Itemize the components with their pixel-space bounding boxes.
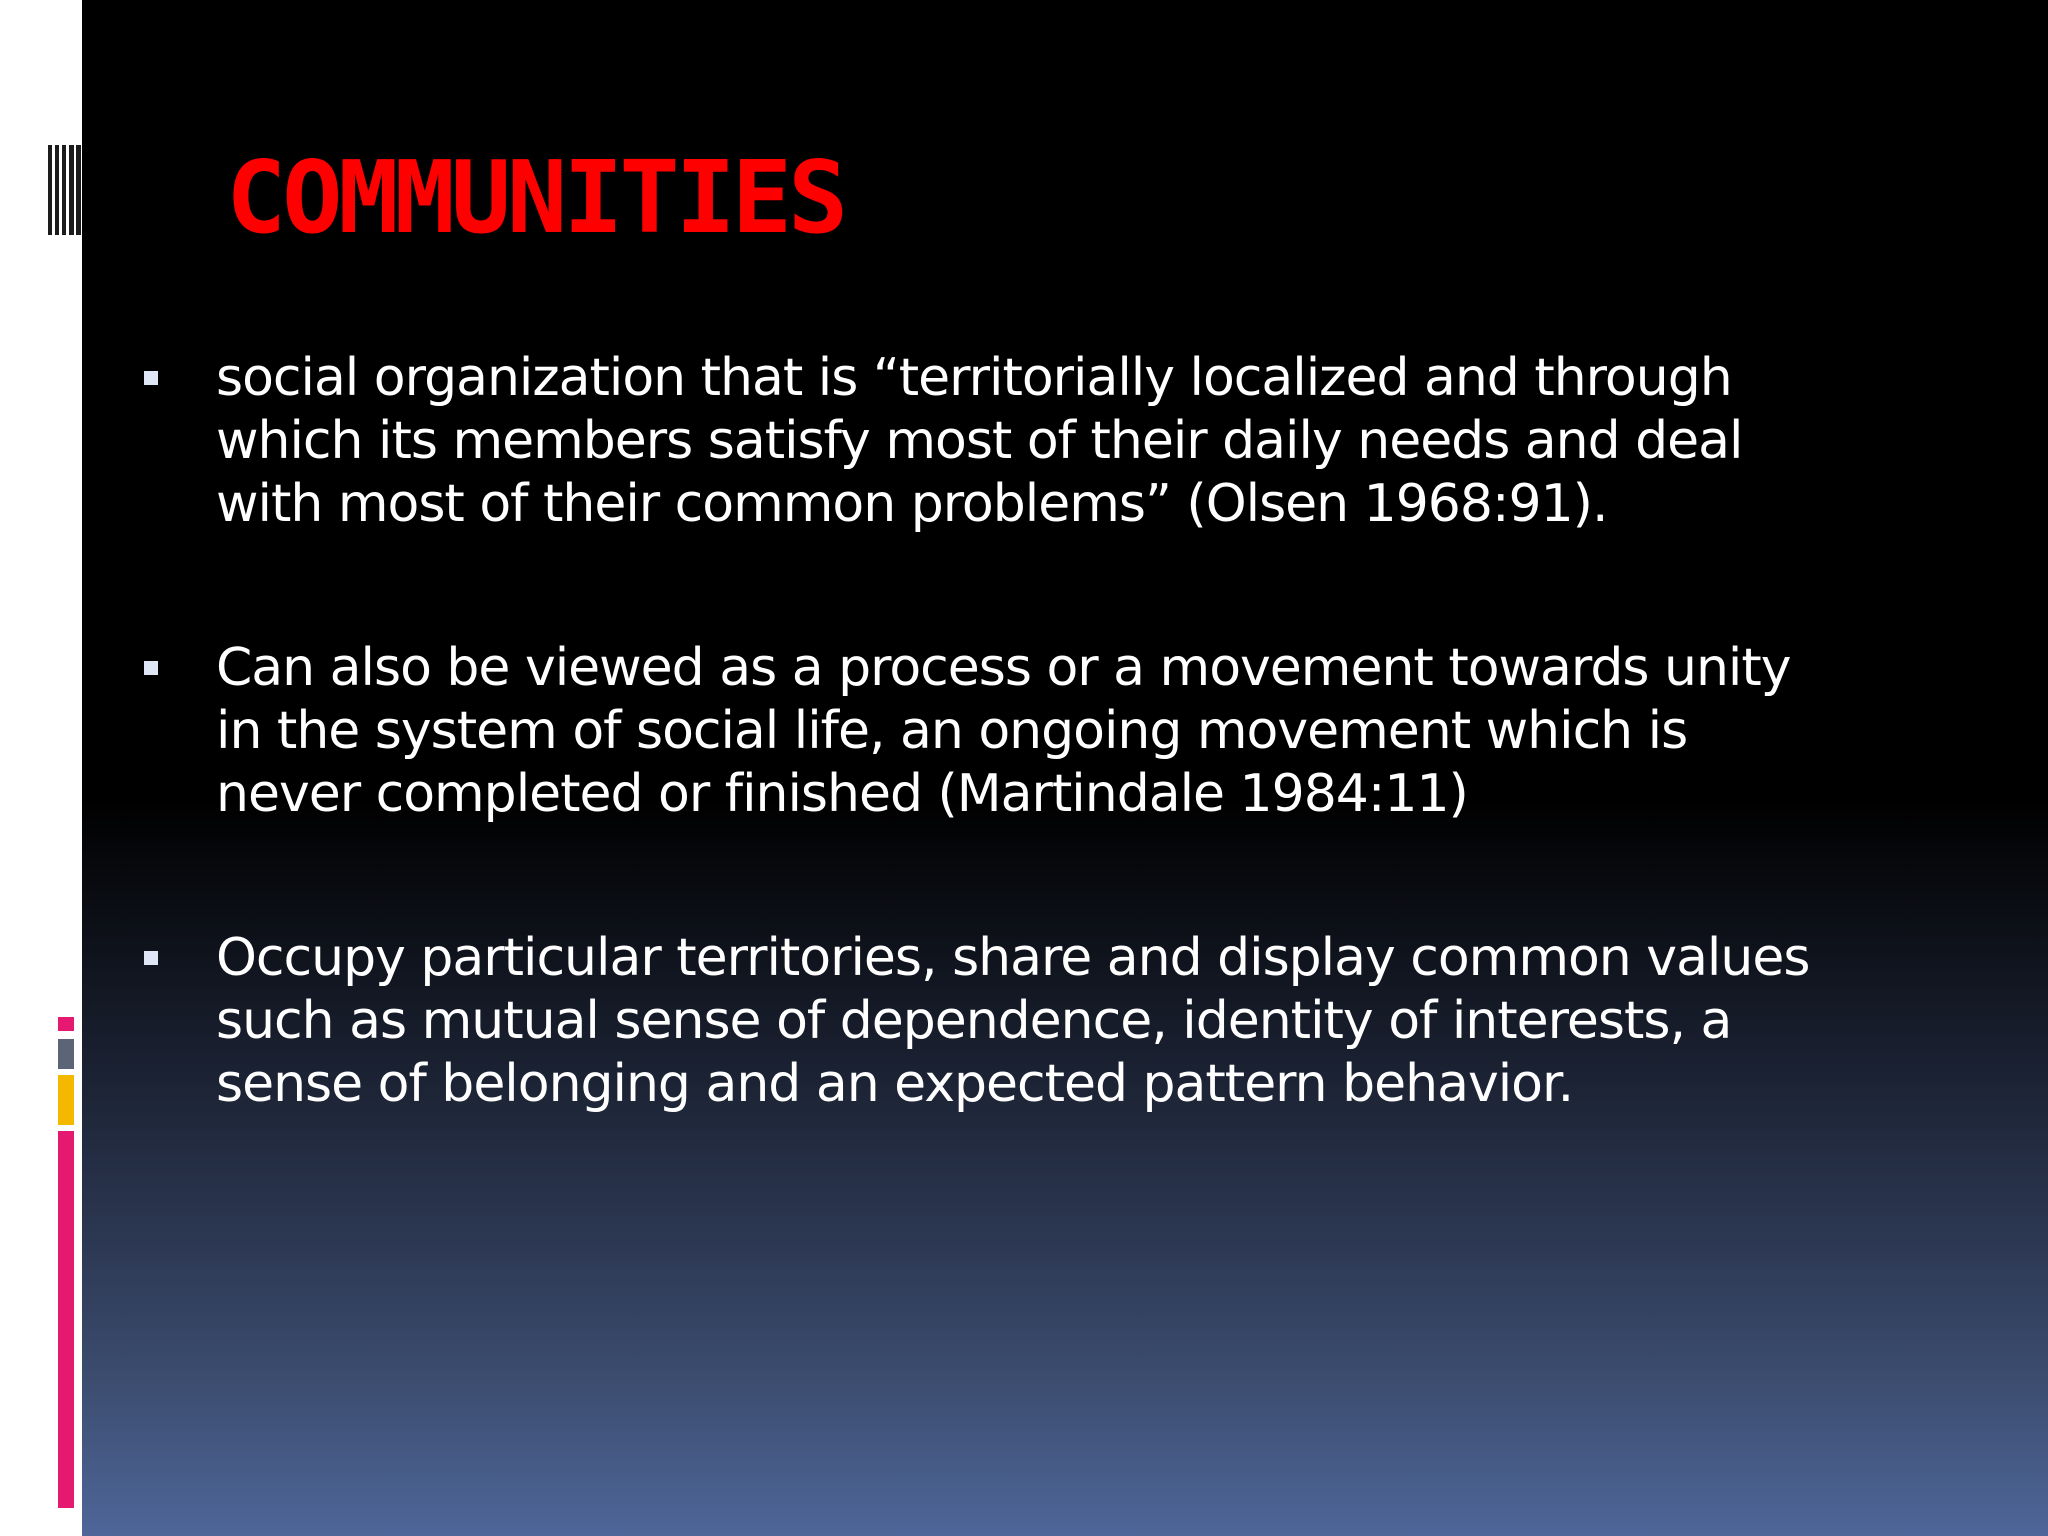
bullet-text: Can also be viewed as a process or a movement towards unity in the system of social life, an ongoing movement which is never completed or finished (Martindale 1984:11) (216, 638, 1791, 824)
bullet-square-icon (144, 951, 158, 965)
bullet-text: social organization that is “territorially localized and through which its members satisfy most of their daily needs and deal with most of their common problems” (Olsen 1968:91). (216, 348, 1743, 534)
bullet-text: Occupy particular territories, share and display common values such as mutual sense of dependence, identity of interests, a sense of belonging and an expected pattern behavior. (216, 928, 1810, 1114)
slide-title: COMMUNITIES (226, 139, 845, 256)
bullet-square-icon (144, 371, 158, 385)
bullet-square-icon (144, 661, 158, 675)
